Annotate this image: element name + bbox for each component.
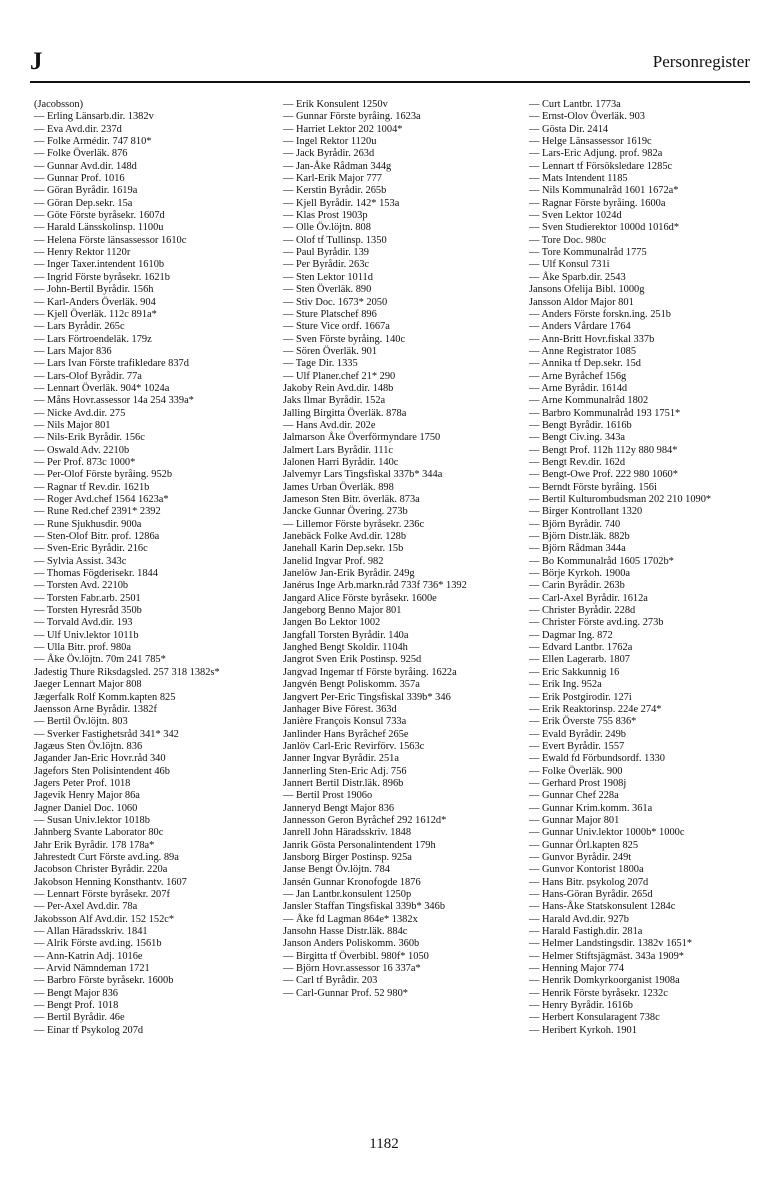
register-entry: Jagers Peter Prof. 1018	[34, 777, 131, 789]
register-entry: — Torsten Hyresråd 350b	[34, 605, 142, 617]
register-entry: Janebäck Folke Avd.dir. 128b	[283, 531, 407, 543]
register-entry: — Sylvia Assist. 343c	[34, 555, 127, 567]
register-entry: — Rune Sjukhusdir. 900a	[34, 518, 142, 530]
register-entry: — Curt Lantbr. 1773a	[529, 99, 621, 110]
register-entry: — Annika tf Dep.sekr. 15d	[529, 358, 641, 370]
register-entry: Janehall Karin Dep.sekr. 15b	[283, 543, 404, 555]
register-entry: Janrik Gösta Personalintendent 179h	[283, 839, 436, 851]
register-entry: Janlinder Hans Byråchef 265e	[283, 728, 409, 740]
register-entry: — Bertil Prost 1906o	[283, 790, 373, 802]
register-entry: — Gunvor Byrådir. 249t	[529, 851, 632, 863]
section-letter: J	[30, 48, 43, 75]
register-entry: Jakobsson Alf Avd.dir. 152 152c*	[34, 913, 175, 925]
register-entry: — Henry Rektor 1120r	[34, 247, 131, 259]
register-entry: — Torsten Avd. 2210b	[34, 580, 129, 592]
register-entry: Janson Anders Poliskomm. 360b	[283, 938, 420, 950]
register-entry: — Gösta Dir. 2414	[529, 123, 609, 135]
register-entry: — Erik Konsulent 1250v	[283, 99, 388, 110]
register-entry: — Arvid Nämndeman 1721	[34, 963, 150, 975]
register-entry: — Bengt Prof. 112h 112y 880 984*	[529, 444, 678, 456]
register-entry: — Lennart tf Försöksledare 1285c	[529, 160, 673, 172]
register-entry: Janghed Bengt Skoldir. 1104h	[283, 642, 408, 654]
register-entry: — Nils Major 801	[34, 419, 111, 431]
register-entry: — Åke fd Lagman 864e* 1382x	[283, 913, 418, 925]
register-entry: — Eric Sakkunnig 16	[529, 666, 620, 678]
register-entry: — Åke Sparb.dir. 2543	[529, 271, 626, 283]
register-entry: — Arne Byrådir. 1614d	[529, 382, 628, 394]
register-entry: — Hans Bitr. psykolog 207d	[529, 876, 649, 888]
register-entry: — Sten-Olof Bitr. prof. 1286a	[34, 531, 160, 543]
register-entry: — Ann-Britt Hovr.fiskal 337b	[529, 333, 655, 345]
register-entry: Jaensson Arne Byrådir. 1382f	[34, 703, 157, 715]
register-entry: — Christer Byrådir. 228d	[529, 605, 636, 617]
register-entry: Janlöv Carl-Eric Revirförv. 1563c	[283, 740, 425, 752]
register-entry: — Harald Fastigh.dir. 281a	[529, 926, 643, 938]
register-entry: — Helmer Stiftsjägmäst. 343a 1909*	[529, 950, 684, 962]
register-entry: — Bertil Byrådir. 46e	[34, 1012, 125, 1024]
register-entry: — Göte Förste byråsekr. 1607d	[34, 210, 165, 222]
register-entry: Jaeger Lennart Major 808	[34, 679, 142, 691]
register-entry: — Åke Öv.löjtn. 70m 241 785*	[34, 654, 166, 666]
register-entry: — Carl-Axel Byrådir. 1612a	[529, 592, 648, 604]
register-entry: — Allan Häradsskriv. 1841	[34, 926, 148, 938]
register-entry: — Rune Red.chef 2391* 2392	[34, 506, 161, 518]
register-entry: — Harald Avd.dir. 927b	[529, 913, 629, 925]
register-entry: — Torvald Avd.dir. 193	[34, 617, 133, 629]
register-entry: — Jack Byrådir. 263d	[283, 148, 375, 160]
register-entry: Jagæus Sten Öv.löjtn. 836	[34, 740, 143, 752]
register-entry: — Lars-Eric Adjung. prof. 982a	[529, 148, 663, 160]
register-entry: Jakoby Rein Avd.dir. 148b	[283, 382, 394, 394]
register-entry: — Oswald Adv. 2210b	[34, 444, 130, 456]
register-entry: — Gunnar Chef 228a	[529, 790, 619, 802]
register-entry: — Nicke Avd.dir. 275	[34, 407, 126, 419]
register-entry: — Gunnar Prof. 1016	[34, 173, 125, 185]
register-entry: Janelöw Jan-Erik Byrådir. 249g	[283, 568, 415, 580]
register-entry: Jannerling Sten-Eric Adj. 756	[283, 765, 407, 777]
column-2	[283, 99, 519, 1000]
register-entry: — Kerstin Byrådir. 265b	[283, 185, 387, 197]
register-entry: — Anders Förste forskn.ing. 251b	[529, 308, 671, 320]
register-title: Personregister	[652, 52, 750, 71]
register-entry: — Per Prof. 873c 1000*	[34, 456, 136, 468]
register-entry: — Eva Avd.dir. 237d	[34, 123, 122, 135]
register-entry: — Torsten Fabr.arb. 2501	[34, 592, 141, 604]
register-entry: — Birger Kontrollant 1320	[529, 506, 643, 518]
register-entry: — Hans-Göran Byrådir. 265d	[529, 889, 653, 900]
register-entry: — Olof tf Tullinsp. 1350	[283, 234, 387, 246]
register-entry: Jancke Gunnar Övering. 273b	[283, 506, 408, 518]
register-entry: — Kjell Överläk. 112c 891a*	[34, 308, 157, 320]
register-entry: — Ragnar tf Rev.dir. 1621b	[34, 481, 150, 493]
register-entry: — Olle Öv.löjtn. 808	[283, 222, 371, 234]
register-entry: — Sten Lektor 1011d	[283, 271, 373, 283]
register-entry: — Lennart Överläk. 904* 1024a	[34, 382, 170, 394]
register-entry: Jalmert Lars Byrådir. 111c	[283, 444, 394, 456]
register-entry: — Gunnar Major 801	[529, 814, 620, 826]
register-entry: Jagevik Henry Major 86a	[34, 790, 140, 802]
register-entry: — Jan-Åke Rådman 344g	[283, 160, 392, 172]
register-entry: — Ewald fd Förbundsordf. 1330	[529, 753, 665, 765]
register-entry: Jangen Bo Lektor 1002	[283, 617, 381, 629]
register-entry: — Lars Byrådir. 265c	[34, 321, 125, 333]
register-entry: — Bengt Civ.ing. 343a	[529, 432, 626, 444]
register-entry: Jahr Erik Byrådir. 178 178a*	[34, 839, 155, 851]
register-entry: — Anders Vårdare 1764	[529, 321, 631, 333]
register-entry: — Roger Avd.chef 1564 1623a*	[34, 494, 169, 505]
register-entry: — Henning Major 774	[529, 963, 624, 975]
register-entry: — Stiv Doc. 1673* 2050	[283, 296, 388, 308]
register-entry: — Edvard Lantbr. 1762a	[529, 642, 633, 654]
register-entry: Jadestig Thure Riksdagsled. 257 318 1382s*	[34, 666, 220, 678]
register-entry: — Gunnar Krim.komm. 361a	[529, 802, 653, 814]
register-entry: Jagner Daniel Doc. 1060	[34, 802, 138, 814]
register-entry: — Carin Byrådir. 263b	[529, 580, 625, 592]
register-entry: — Tore Kommunalråd 1775	[529, 247, 647, 259]
register-entry: — Henry Byrådir. 1616b	[529, 1000, 633, 1012]
register-entry: — Ulla Bitr. prof. 980a	[34, 642, 131, 654]
register-entry: — Helena Förste länsassessor 1610c	[34, 234, 187, 246]
register-entry: — Lennart Förste byråsekr. 207f	[34, 889, 170, 900]
register-entry: Jangvad Ingemar tf Förste byråing. 1622a	[283, 666, 457, 678]
register-entry: — Mats Intendent 1185	[529, 173, 628, 185]
register-entry: Janneryd Bengt Major 836	[283, 802, 395, 814]
register-entry: Janelid Ingvar Prof. 982	[283, 555, 384, 567]
register-entry: Janhager Bive Förest. 363d	[283, 703, 397, 715]
register-entry: — Bo Kommunalråd 1605 1702b*	[529, 555, 674, 567]
register-entry: — Gunnar Univ.lektor 1000b* 1000c	[529, 827, 685, 839]
register-entry: — Nils-Erik Byrådir. 156c	[34, 432, 145, 444]
header-rule	[30, 81, 750, 83]
register-entry: Jangfall Torsten Byrådir. 140a	[283, 629, 409, 641]
register-entry: — Birgitta tf Överbibl. 980f* 1050	[283, 950, 429, 962]
register-entry: — Carl tf Byrådir. 203	[283, 975, 378, 987]
register-entry: — Lillemor Förste byråsekr. 236c	[283, 518, 425, 530]
register-entry: — Klas Prost 1903p	[283, 210, 368, 222]
register-entry: Jansén Gunnar Kronofogde 1876	[283, 876, 421, 888]
register-entry: — Herbert Konsularagent 738c	[529, 1012, 660, 1024]
register-entry: Jansborg Birger Postinsp. 925a	[283, 851, 412, 863]
register-entry: Janérus Inge Arb.markn.råd 733f 736* 1392	[283, 580, 467, 592]
register-entry: Jalvemyr Lars Tingsfiskal 337b* 344a	[283, 469, 443, 481]
register-entry: — Per-Olof Förste byråing. 952b	[34, 469, 173, 481]
register-entry: — Ulf Planer.chef 21* 290	[283, 370, 396, 382]
register-entry: Jacobson Christer Byrådir. 220a	[34, 864, 168, 876]
register-entry: — Heribert Kyrkoh. 1901	[529, 1024, 637, 1036]
register-entry: — Erik Postgirodir. 127i	[529, 691, 632, 703]
register-entry: Jansons Ofelija Bibl. 1000g	[529, 284, 645, 296]
register-entry: — Lars Ivan Förste trafikledare 837d	[34, 358, 189, 370]
register-entry: — Karl-Anders Överläk. 904	[34, 296, 156, 308]
register-entry: — Jan Lantbr.konsulent 1250p	[283, 889, 412, 900]
register-entry: — Bertil Öv.löjtn. 803	[34, 716, 128, 728]
register-entry: Jansohn Hasse Distr.läk. 884c	[283, 926, 408, 938]
register-entry: Jansson Aldor Major 801	[529, 296, 634, 308]
register-entry: — Helmer Landstingsdir. 1382v 1651*	[529, 938, 693, 950]
register-entry: — Nils Kommunalråd 1601 1672a*	[529, 185, 679, 197]
register-entry: — Folke Armédir. 747 810*	[34, 136, 152, 148]
register-entry: — Hans-Åke Statskonsulent 1284c	[529, 901, 676, 913]
register-entry: — Lars-Olof Byrådir. 77a	[34, 370, 142, 382]
register-entry: — Sture Platschef 896	[283, 308, 377, 320]
register-entry: Jalonen Harri Byrådir. 140c	[283, 456, 399, 468]
register-entry: — Tage Dir. 1335	[283, 358, 358, 370]
register-entry: — Sören Överläk. 901	[283, 345, 378, 357]
register-entry: — Ulf Univ.lektor 1011b	[34, 629, 139, 641]
register-entry: (Jacobsson)	[34, 99, 84, 110]
register-entry: — Sven Lektor 1024d	[529, 210, 622, 222]
register-entry: Jalmarson Åke Överförmyndare 1750	[283, 432, 441, 444]
register-entry: — Gunnar Örl.kapten 825	[529, 839, 639, 851]
register-entry: — Harriet Lektor 202 1004*	[283, 123, 403, 135]
register-entry: — Måns Hovr.assessor 14a 254 339a*	[34, 395, 194, 407]
register-entry: — Paul Byrådir. 139	[283, 247, 370, 259]
column-3	[529, 99, 764, 1037]
register-entry: — Björn Hovr.assessor 16 337a*	[283, 963, 421, 975]
register-entry: — Susan Univ.lektor 1018b	[34, 814, 150, 826]
register-entry: Jakobson Henning Konsthantv. 1607	[34, 876, 187, 888]
register-entry: — Sverker Fastighetsråd 341* 342	[34, 728, 179, 740]
register-entry: — Henrik Förste byråsekr. 1232c	[529, 987, 668, 999]
register-entry: — Sture Vice ordf. 1667a	[283, 321, 390, 333]
register-entry: — Ulf Konsul 731i	[529, 259, 610, 271]
register-entry: — Henrik Domkyrkoorganist 1908a	[529, 975, 680, 987]
register-entry: — Hans Avd.dir. 202e	[283, 419, 376, 431]
register-entry: Jannesson Geron Byråchef 292 1612d*	[283, 814, 447, 826]
register-entry: — Evald Byrådir. 249b	[529, 728, 626, 740]
register-entry: — Bertil Kulturombudsman 202 210 1090*	[529, 494, 712, 505]
register-entry: — Sven Förste byråing. 140c	[283, 333, 406, 345]
register-entry: — Bengt-Owe Prof. 222 980 1060*	[529, 469, 678, 481]
register-entry: — Folke Överläk. 876	[34, 148, 128, 160]
register-entry: Janse Bengt Öv.löjtn. 784	[283, 864, 390, 876]
register-entry: — Björn Rådman 344a	[529, 543, 626, 555]
register-entry: — Sten Överläk. 890	[283, 284, 372, 296]
register-entry: James Urban Överläk. 898	[283, 481, 394, 493]
register-entry: Jangeborg Benno Major 801	[283, 605, 402, 617]
register-entry: Jangard Alice Förste byråsekr. 1600e	[283, 592, 437, 604]
register-entry: — Barbro Kommunalråd 193 1751*	[529, 407, 681, 419]
register-entry: Jalling Birgitta Överläk. 878a	[283, 407, 407, 419]
page-header	[30, 48, 750, 74]
register-entry: — Carl-Gunnar Prof. 52 980*	[283, 987, 408, 999]
register-entry: — Gunnar Förste byråing. 1623a	[283, 111, 421, 123]
register-entry: Janrell John Häradsskriv. 1848	[283, 827, 412, 839]
register-entry: — Gerhard Prost 1908j	[529, 777, 627, 789]
register-entry: — Bengt Byrådir. 1616b	[529, 419, 632, 431]
register-entry: Janière François Konsul 733a	[283, 716, 407, 728]
register-entry: Jangrot Sven Erik Postinsp. 925d	[283, 654, 422, 666]
register-entry: Jangvén Bengt Poliskomm. 357a	[283, 679, 420, 691]
register-entry: — Berndt Förste byråing. 156i	[529, 481, 657, 493]
register-entry: — Gunvor Kontorist 1800a	[529, 864, 644, 876]
register-entry: — Erik Ing. 952a	[529, 679, 602, 691]
register-entry: Jægerfalk Rolf Komm.kapten 825	[34, 691, 176, 703]
register-entry: — Karl-Erik Major 777	[283, 173, 382, 185]
register-entry: — Tore Doc. 980c	[529, 234, 606, 246]
register-entry: — Einar tf Psykolog 207d	[34, 1024, 144, 1036]
register-entry: — Björn Byrådir. 740	[529, 518, 621, 530]
register-entry: — Börje Kyrkoh. 1900a	[529, 568, 631, 580]
register-entry: — Ann-Katrin Adj. 1016e	[34, 950, 143, 962]
register-entry: — Göran Dep.sekr. 15a	[34, 197, 133, 209]
register-entry: — Ingrid Förste byråsekr. 1621b	[34, 271, 170, 283]
register-entry: — Harald Länsskolinsp. 1100u	[34, 222, 164, 234]
register-entry: — Ragnar Förste byråing. 1600a	[529, 197, 666, 209]
register-entry: — Evert Byrådir. 1557	[529, 740, 625, 752]
register-entry: — Folke Överläk. 900	[529, 765, 623, 777]
page-number: 1182	[369, 1136, 399, 1152]
register-entry: — Ernst-Olov Överläk. 903	[529, 111, 646, 123]
register-entry: — Erling Länsarb.dir. 1382v	[34, 111, 154, 123]
register-entry: — Arne Kommunalråd 1802	[529, 395, 649, 407]
register-entry: — Dagmar Ing. 872	[529, 629, 613, 641]
register-entry: Jameson Sten Bitr. överläk. 873a	[283, 494, 420, 505]
register-entry: — Alrik Förste avd.ing. 1561b	[34, 938, 162, 950]
register-entry: Jahnberg Svante Laborator 80c	[34, 827, 164, 839]
register-entry: Jansler Staffan Tingsfiskal 339b* 346b	[283, 901, 446, 913]
register-entry: Janner Ingvar Byrådir. 251a	[283, 753, 399, 765]
register-entry: — Christer Förste avd.ing. 273b	[529, 617, 664, 629]
register-entry: — Inger Taxer.intendent 1610b	[34, 259, 165, 271]
register-entry: — Lars Major 836	[34, 345, 112, 357]
register-entry: — John-Bertil Byrådir. 156h	[34, 284, 154, 296]
register-entry: — Sven Studierektor 1000d 1016d*	[529, 222, 680, 234]
register-entry: Jagefors Sten Polisintendent 46b	[34, 765, 170, 777]
register-entry: — Sven-Eric Byrådir. 216c	[34, 543, 148, 555]
register-entry: — Björn Distr.läk. 882b	[529, 531, 630, 543]
register-entry: — Erik Reaktorinsp. 224e 274*	[529, 703, 662, 715]
register-entry: — Bengt Prof. 1018	[34, 1000, 119, 1012]
register-entry: — Thomas Fögderisekr. 1844	[34, 568, 158, 580]
register-entry: — Arne Byråchef 156g	[529, 370, 627, 382]
register-entry: — Kjell Byrådir. 142* 153a	[283, 197, 400, 209]
register-entry: — Erik Överste 755 836*	[529, 716, 637, 728]
register-entry: Jangvert Per-Eric Tingsfiskal 339b* 346	[283, 691, 451, 703]
register-entry: Jaks Ilmar Byrådir. 152a	[283, 395, 386, 407]
register-entry: — Bengt Major 836	[34, 987, 118, 999]
register-entry: — Lars Förtroendeläk. 179z	[34, 333, 152, 345]
register-entry: Jahrestedt Curt Förste avd.ing. 89a	[34, 851, 179, 863]
register-entry: — Ellen Lagerarb. 1807	[529, 654, 630, 666]
register-entry: Jagander Jan-Eric Hovr.råd 340	[34, 753, 166, 765]
register-entry: — Helge Länsassessor 1619c	[529, 136, 652, 148]
register-entry: — Gunnar Avd.dir. 148d	[34, 160, 137, 172]
register-entry: Jannert Bertil Distr.läk. 896b	[283, 777, 404, 789]
register-entry: — Göran Byrådir. 1619a	[34, 185, 138, 197]
register-entry: — Per-Axel Avd.dir. 78a	[34, 901, 138, 913]
register-entry: — Ingel Rektor 1120u	[283, 136, 377, 148]
register-entry: — Anne Registrator 1085	[529, 345, 637, 357]
register-entry: — Barbro Förste byråsekr. 1600b	[34, 975, 174, 987]
register-entry: — Per Byrådir. 263c	[283, 259, 369, 271]
register-entry: — Bengt Rev.dir. 162d	[529, 456, 626, 468]
column-1	[34, 99, 269, 1037]
